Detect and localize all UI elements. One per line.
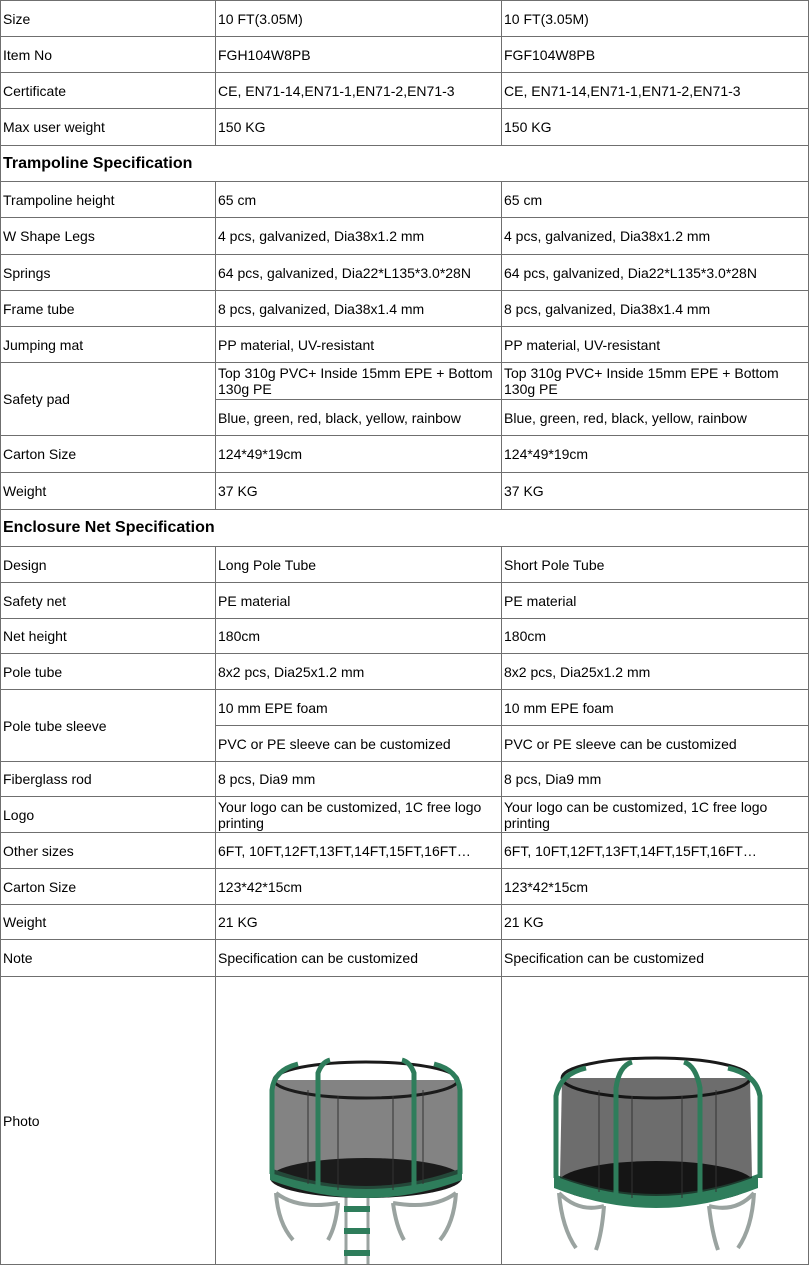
- row-label: Other sizes: [1, 833, 216, 869]
- cell-value: Long Pole Tube: [216, 547, 502, 583]
- cell-value: 6FT, 10FT,12FT,13FT,14FT,15FT,16FT…: [502, 833, 809, 869]
- row-label: W Shape Legs: [1, 218, 216, 255]
- cell-value: Your logo can be customized, 1C free logo printing: [502, 797, 809, 833]
- cell-value: 4 pcs, galvanized, Dia38x1.2 mm: [502, 218, 809, 255]
- cell-value: Your logo can be customized, 1C free logo printing: [216, 797, 502, 833]
- trampoline-short-pole-image: [504, 978, 809, 1264]
- row-label: Carton Size: [1, 869, 216, 905]
- cell-value: 37 KG: [216, 473, 502, 510]
- cell-value: 10 mm EPE foam: [502, 690, 809, 726]
- cell-value: Top 310g PVC+ Inside 15mm EPE + Bottom 130g PE: [216, 363, 502, 400]
- row-label: Logo: [1, 797, 216, 833]
- cell-value: 124*49*19cm: [502, 436, 809, 473]
- cell-value: 8x2 pcs, Dia25x1.2 mm: [502, 654, 809, 690]
- row-label: Frame tube: [1, 291, 216, 327]
- table-row: [1, 583, 809, 619]
- row-label: Springs: [1, 255, 216, 291]
- row-label: Pole tube: [1, 654, 216, 690]
- cell-value: 8 pcs, galvanized, Dia38x1.4 mm: [216, 291, 502, 327]
- cell-value: 180cm: [502, 619, 809, 654]
- trampoline-long-pole-image: [218, 978, 502, 1264]
- cell-value: 37 KG: [502, 473, 809, 510]
- cell-value: 64 pcs, galvanized, Dia22*L135*3.0*28N: [502, 255, 809, 291]
- cell-value: 10 mm EPE foam: [216, 690, 502, 726]
- ladder: [344, 1188, 370, 1264]
- row-label: Jumping mat: [1, 327, 216, 363]
- table-row: [1, 547, 809, 583]
- table-row: [1, 218, 809, 255]
- section-heading-enclosure: Enclosure Net Specification: [1, 510, 809, 547]
- cell-value: CE, EN71-14,EN71-1,EN71-2,EN71-3: [502, 73, 809, 109]
- table-row: [1, 109, 809, 146]
- cell-value: 123*42*15cm: [216, 869, 502, 905]
- cell-value: 21 KG: [216, 905, 502, 940]
- cell-value: Blue, green, red, black, yellow, rainbow: [502, 400, 809, 436]
- cell-value: FGF104W8PB: [502, 37, 809, 73]
- table-row: [1, 690, 809, 726]
- cell-value: 65 cm: [502, 182, 809, 218]
- table-row: [1, 182, 809, 218]
- row-label: Safety net: [1, 583, 216, 619]
- photo-row: [1, 977, 809, 1265]
- cell-value: PP material, UV-resistant: [502, 327, 809, 363]
- row-label: Trampoline height: [1, 182, 216, 218]
- cell-value: FGH104W8PB: [216, 37, 502, 73]
- row-label: Design: [1, 547, 216, 583]
- cell-value: 124*49*19cm: [216, 436, 502, 473]
- table-row: [1, 654, 809, 690]
- cell-value: CE, EN71-14,EN71-1,EN71-2,EN71-3: [216, 73, 502, 109]
- table-row: [1, 473, 809, 510]
- cell-value: 6FT, 10FT,12FT,13FT,14FT,15FT,16FT…: [216, 833, 502, 869]
- cell-value: Blue, green, red, black, yellow, rainbow: [216, 400, 502, 436]
- table-row: [1, 905, 809, 940]
- cell-value: 8 pcs, Dia9 mm: [216, 762, 502, 797]
- row-label: Item No: [1, 37, 216, 73]
- table-row: [1, 37, 809, 73]
- cell-value: 8 pcs, galvanized, Dia38x1.4 mm: [502, 291, 809, 327]
- cell-value: PVC or PE sleeve can be customized: [502, 726, 809, 762]
- cell-value: 64 pcs, galvanized, Dia22*L135*3.0*28N: [216, 255, 502, 291]
- table-row: [1, 940, 809, 977]
- row-label: Size: [1, 1, 216, 37]
- net: [274, 1080, 458, 1189]
- table-row: [1, 255, 809, 291]
- cell-value: 180cm: [216, 619, 502, 654]
- cell-value: 123*42*15cm: [502, 869, 809, 905]
- cell-value: 65 cm: [216, 182, 502, 218]
- table-row: [1, 762, 809, 797]
- row-label: Carton Size: [1, 436, 216, 473]
- table-row: [1, 619, 809, 654]
- row-label: Safety pad: [1, 363, 216, 436]
- table-row: [1, 327, 809, 363]
- table-row: [1, 1, 809, 37]
- cell-value: 4 pcs, galvanized, Dia38x1.2 mm: [216, 218, 502, 255]
- table-row: [1, 797, 809, 833]
- cell-value: PE material: [502, 583, 809, 619]
- table-row: [1, 363, 809, 400]
- cell-value: PE material: [216, 583, 502, 619]
- row-label: Weight: [1, 473, 216, 510]
- row-label: Max user weight: [1, 109, 216, 146]
- cell-value: Specification can be customized: [502, 940, 809, 977]
- cell-value: PP material, UV-resistant: [216, 327, 502, 363]
- row-label: Certificate: [1, 73, 216, 109]
- row-label: Net height: [1, 619, 216, 654]
- row-label: Pole tube sleeve: [1, 690, 216, 762]
- cell-value: 10 FT(3.05M): [502, 1, 809, 37]
- row-label: Note: [1, 940, 216, 977]
- section-row: [1, 510, 809, 547]
- cell-value: 8x2 pcs, Dia25x1.2 mm: [216, 654, 502, 690]
- cell-value: Short Pole Tube: [502, 547, 809, 583]
- photo-short-pole-cell: [502, 977, 809, 1265]
- table-row: [1, 833, 809, 869]
- net: [560, 1078, 752, 1196]
- table-row: [1, 869, 809, 905]
- table-row: [1, 436, 809, 473]
- cell-value: 8 pcs, Dia9 mm: [502, 762, 809, 797]
- cell-value: 150 KG: [216, 109, 502, 146]
- row-label: Fiberglass rod: [1, 762, 216, 797]
- section-row: [1, 146, 809, 182]
- photo-long-pole-cell: [216, 977, 502, 1265]
- row-label: Photo: [1, 977, 216, 1265]
- cell-value: PVC or PE sleeve can be customized: [216, 726, 502, 762]
- cell-value: 21 KG: [502, 905, 809, 940]
- cell-value: Specification can be customized: [216, 940, 502, 977]
- cell-value: 10 FT(3.05M): [216, 1, 502, 37]
- table-row: [1, 291, 809, 327]
- row-label: Weight: [1, 905, 216, 940]
- table-row: [1, 73, 809, 109]
- cell-value: Top 310g PVC+ Inside 15mm EPE + Bottom 130g PE: [502, 363, 809, 400]
- section-heading-trampoline: Trampoline Specification: [1, 146, 809, 182]
- cell-value: 150 KG: [502, 109, 809, 146]
